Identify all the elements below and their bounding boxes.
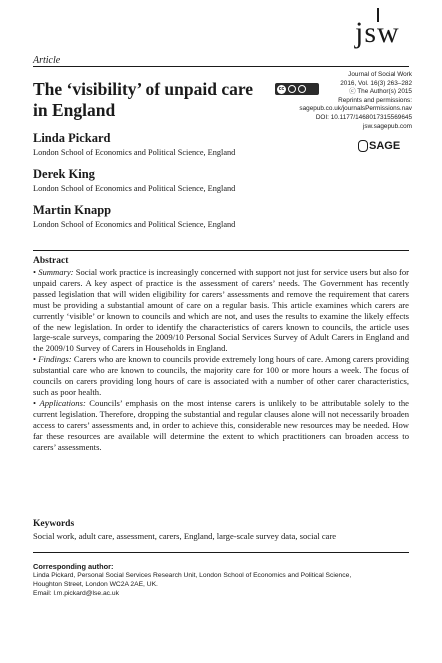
author-affiliation: London School of Economics and Political Science, England (33, 184, 236, 193)
article-metadata (256, 71, 412, 131)
correspondence-email[interactable]: Email: l.m.pickard@lse.ac.uk (33, 589, 119, 597)
publisher-logo (358, 140, 400, 152)
copyright-text: The Author(s) 2015 (357, 88, 412, 96)
publisher-logo-text: SAGE (369, 140, 401, 152)
findings-label: Findings: (38, 354, 72, 365)
keywords-text: Social work, adult care, assessment, carers, England, large-scale survey data, social care (33, 531, 337, 541)
author-affiliation: London School of Economics and Political Science, England (33, 148, 236, 157)
abstract-body (33, 267, 409, 452)
applications-label: Applications: (39, 397, 86, 408)
author-name: Derek King (33, 167, 95, 181)
applications-text: Councils’ emphasis on the most intense carers is unlikely to be attributable solely to the current legislation. Therefore, dropping the substantial and regular clauses alone will not necessarily broaden access to carers’ assessments and, in order to achieve this, considerable new resources may be needed. How far these resources are available will determine the extent to which practitioners can broaden access to carers’ assessments. (33, 397, 409, 452)
correspondence-line: Houghton Street, London WC2A 2AE, UK. (33, 580, 158, 588)
cc-circle-icon: cc (278, 86, 285, 92)
journal-name: Journal of Social Work (348, 71, 412, 78)
author-name: Linda Pickard (33, 131, 111, 145)
article-label: Article (33, 55, 61, 66)
corresponding-author-details (33, 572, 409, 598)
corresponding-author-heading: Corresponding author: (33, 562, 114, 571)
summary-text: Social work practice is increasingly concerned with support not just for service users but also for unpaid carers. A key aspect of practice is the assessment of carers’ needs. The Government has recently passed legislation that will widen eligibility for carers’ assessments and remove the requirement that carers must be providing a substantial amount of care on a regular basis. This article examines which carers are currently ‘visible’ or known to councils and which are not, and uses the results to examine the likely effects of the new legislation. In order to identify the characteristics of carers known to councils, the article uses large-scale surveys, comparing the 2009/10 Personal Social Services Survey of Adult Carers in England and the 2009/10 Survey of Carers in Households in England. (33, 267, 409, 354)
abstract-summary: • Summary: Social work practice is increasingly concerned with support not just for service users but also for unpaid carers. A key aspect of practice is the assessment of carers’ needs. The Government has recently passed legislation that will widen eligibility for carers’ assessments and remove the requirement that carers must be providing a substantial amount of care on a regular basis. This article examines which carers are currently ‘visible’ or known to councils and which are not, and uses the results to examine the likely effects of the new legislation. In order to identify the characteristics of carers known to councils, the article uses large-scale surveys, comparing the 2009/10 Personal Social Services Survey of Adult Carers in England and the 2009/10 Survey of Carers in Households in England. (33, 267, 409, 354)
header-divider (33, 66, 409, 67)
abstract-divider (33, 250, 409, 251)
keywords-heading: Keywords (33, 519, 75, 529)
abstract-findings: • Findings: Carers who are known to councils provide extremely long hours of care. Among carers providing substantial care who are known to councils, the majority care for 100 or more hours a week. The focus of councils on carers providing long hours of care is associated with a number of other carer characteristics, such as poor health. (33, 354, 409, 397)
journal-logo-text: jsw (355, 16, 400, 49)
journal-issue: 2016, Vol. 16(3) 263–282 (340, 79, 412, 87)
doi-line[interactable]: DOI: 10.1177/1468017315569645 (315, 113, 412, 121)
journal-site-link[interactable]: jsw.sagepub.com (362, 122, 412, 130)
abstract-applications: • Applications: Councils’ emphasis on the most intense carers is unlikely to be attributable solely to the current legislation. Therefore, dropping the substantial and regular clauses alone will not necessarily broaden access to carers’ assessments and, in order to achieve this, considerable new resources may be needed. How far these resources are available will determine the extent to which practitioners can broaden access to carers’ assessments. (33, 397, 409, 452)
sage-mark-icon (358, 140, 368, 152)
reprints-line: Reprints and permissions: (338, 96, 412, 104)
correspondence-line: Linda Pickard, Personal Social Services Research Unit, London School of Economics and Political Science, (33, 572, 352, 579)
footer-divider (33, 552, 409, 553)
article-title: The ‘visibility’ of unpaid care in England (33, 79, 254, 120)
abstract-heading: Abstract (33, 256, 69, 266)
journal-logo (355, 8, 415, 52)
summary-label: Summary: (38, 267, 74, 277)
findings-text: Carers who are known to councils provide extremely long hours of care. Among carers providing substantial care who are known to councils, the majority care for 100 or more hours a week. The focus of councils on carers providing long hours of care is associated with a number of other carer characteristics, such as poor health. (33, 354, 409, 397)
author-name: Martin Knapp (33, 203, 112, 217)
copyright-line (256, 88, 412, 97)
permissions-link[interactable]: sagepub.co.uk/journalsPermissions.nav (299, 105, 412, 113)
copyright-icon: ⓒ (349, 88, 358, 96)
author-affiliation: London School of Economics and Political Science, England (33, 220, 236, 229)
